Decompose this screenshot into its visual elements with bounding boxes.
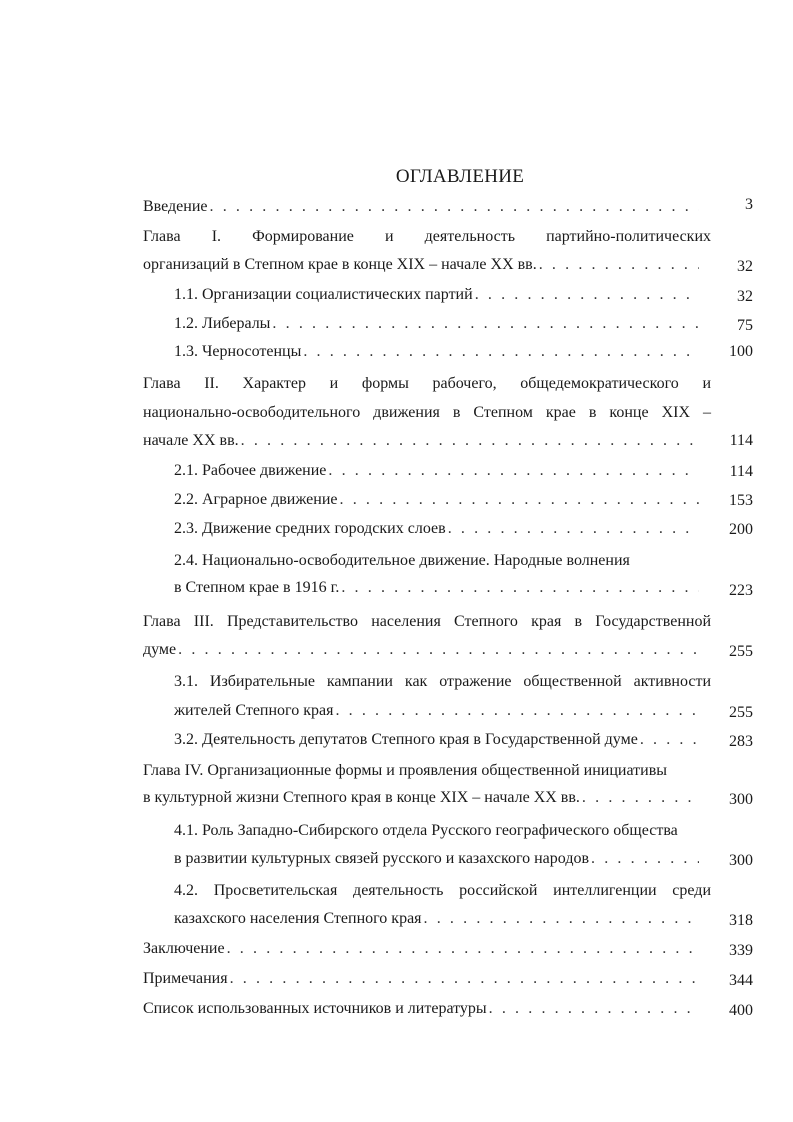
page-number: 32 xyxy=(737,288,753,305)
leader-dots xyxy=(340,491,699,509)
entry-text: Заключение xyxy=(143,940,225,957)
entry-text-line-2: в культурной жизни Степного края в конце XIX – начале XX вв. xyxy=(143,789,580,806)
page-number: 75 xyxy=(737,317,753,334)
toc-entry-bibliography xyxy=(143,1000,753,1022)
page-number: 344 xyxy=(729,972,753,989)
toc-entry-conclusion xyxy=(143,940,753,962)
toc-entry-section-2-3 xyxy=(174,520,753,542)
entry-text-line-1: Глава II. Характер и формы рабочего, общедемократического и xyxy=(143,375,711,392)
page-number: 318 xyxy=(729,912,753,929)
toc-entry-section-1-2 xyxy=(174,315,753,337)
entry-text-line-2: организаций в Степном крае в конце XIX – начале XX вв. xyxy=(143,256,537,273)
leader-dots xyxy=(424,910,699,928)
entry-text: 2.1. Рабочее движение xyxy=(174,462,327,479)
page-number: 255 xyxy=(729,643,753,660)
entry-text-line-1: Глава I. Формирование и деятельность партийно-политических xyxy=(143,228,711,245)
page-number: 32 xyxy=(737,258,753,275)
toc-entry-section-2-2 xyxy=(174,491,753,513)
entry-text: 1.3. Черносотенцы xyxy=(174,343,302,360)
entry-text: Список использованных источников и литературы xyxy=(143,1000,487,1017)
toc-entry-introduction xyxy=(143,198,753,220)
toc-entry-section-1-3 xyxy=(174,343,753,365)
page-number: 400 xyxy=(729,1002,753,1019)
page-number: 339 xyxy=(729,942,753,959)
leader-dots xyxy=(241,432,699,450)
toc-entry-section-3-1 xyxy=(174,671,753,723)
leader-dots xyxy=(335,702,699,720)
entry-text: 1.1. Организации социалистических партий xyxy=(174,286,473,303)
leader-dots xyxy=(489,1000,699,1018)
leader-dots xyxy=(640,731,699,749)
page-number: 200 xyxy=(729,521,753,538)
toc-entry-chapter-2 xyxy=(143,373,753,455)
page-number: 300 xyxy=(729,852,753,869)
leader-dots xyxy=(591,850,699,868)
page-number: 114 xyxy=(729,463,753,480)
entry-text-line-2: казахского населения Степного края xyxy=(174,910,422,927)
entry-text: 1.2. Либералы xyxy=(174,315,271,332)
entry-text-line-3: начале XX вв. xyxy=(143,432,239,449)
entry-text-line-1: 2.4. Национально-освободительное движение. Народные волнения xyxy=(174,552,630,569)
toc-entry-section-2-4 xyxy=(174,550,753,602)
toc-title: ОГЛАВЛЕНИЕ xyxy=(395,166,525,187)
toc-entry-chapter-3 xyxy=(143,611,753,663)
page-number: 153 xyxy=(729,492,753,509)
toc-entry-section-2-1 xyxy=(174,462,753,484)
entry-text-line-1: 4.1. Роль Западно-Сибирского отдела Русского географического общества xyxy=(174,822,678,839)
entry-text-line-2: в Степном крае в 1916 г. xyxy=(174,579,340,596)
leader-dots xyxy=(475,286,699,304)
toc-entry-section-4-1 xyxy=(174,820,753,872)
toc-entry-section-3-2 xyxy=(174,731,753,753)
toc-entry-chapter-4 xyxy=(143,760,753,812)
leader-dots xyxy=(303,343,699,361)
page-number: 283 xyxy=(729,733,753,750)
entry-text-line-1: Глава IV. Организационные формы и проявления общественной инициативы xyxy=(143,762,668,779)
entry-text-line-1: 3.1. Избирательные кампании как отражение общественной активности xyxy=(174,673,711,690)
leader-dots xyxy=(230,970,699,988)
entry-text: Введение xyxy=(143,198,208,215)
entry-text-line-2: жителей Степного края xyxy=(174,702,334,719)
leader-dots xyxy=(539,256,699,274)
leader-dots xyxy=(328,462,699,480)
page-number: 114 xyxy=(729,432,753,449)
toc-entry-chapter-1 xyxy=(143,226,753,278)
leader-dots xyxy=(227,940,699,958)
leader-dots xyxy=(448,520,699,538)
leader-dots xyxy=(210,198,700,216)
page-number: 300 xyxy=(729,791,753,808)
entry-text-line-2: национально-освободительного движения в Степном крае в конце XIX – xyxy=(143,404,711,421)
leader-dots xyxy=(582,789,699,807)
toc-entry-section-4-2 xyxy=(174,880,753,932)
entry-text: 2.2. Аграрное движение xyxy=(174,491,338,508)
leader-dots xyxy=(341,579,699,597)
entry-text-line-1: Глава III. Представительство населения Степного края в Государственной xyxy=(143,613,711,630)
leader-dots xyxy=(272,315,699,333)
toc-entry-section-1-1 xyxy=(174,286,753,308)
entry-text-line-2: в развитии культурных связей русского и казахского народов xyxy=(174,850,590,867)
leader-dots xyxy=(178,641,699,659)
page-number: 100 xyxy=(729,343,753,360)
page-number: 223 xyxy=(729,582,753,599)
entry-text-line-1: 4.2. Просветительская деятельность российской интеллигенции среди xyxy=(174,882,711,899)
entry-text-line-2: думе xyxy=(143,641,177,658)
entry-text: 3.2. Деятельность депутатов Степного края в Государственной думе xyxy=(174,731,638,748)
entry-text: Примечания xyxy=(143,970,228,987)
toc-entry-notes xyxy=(143,970,753,992)
page-number: 3 xyxy=(745,196,753,213)
entry-text: 2.3. Движение средних городских слоев xyxy=(174,520,446,537)
page-number: 255 xyxy=(729,704,753,721)
